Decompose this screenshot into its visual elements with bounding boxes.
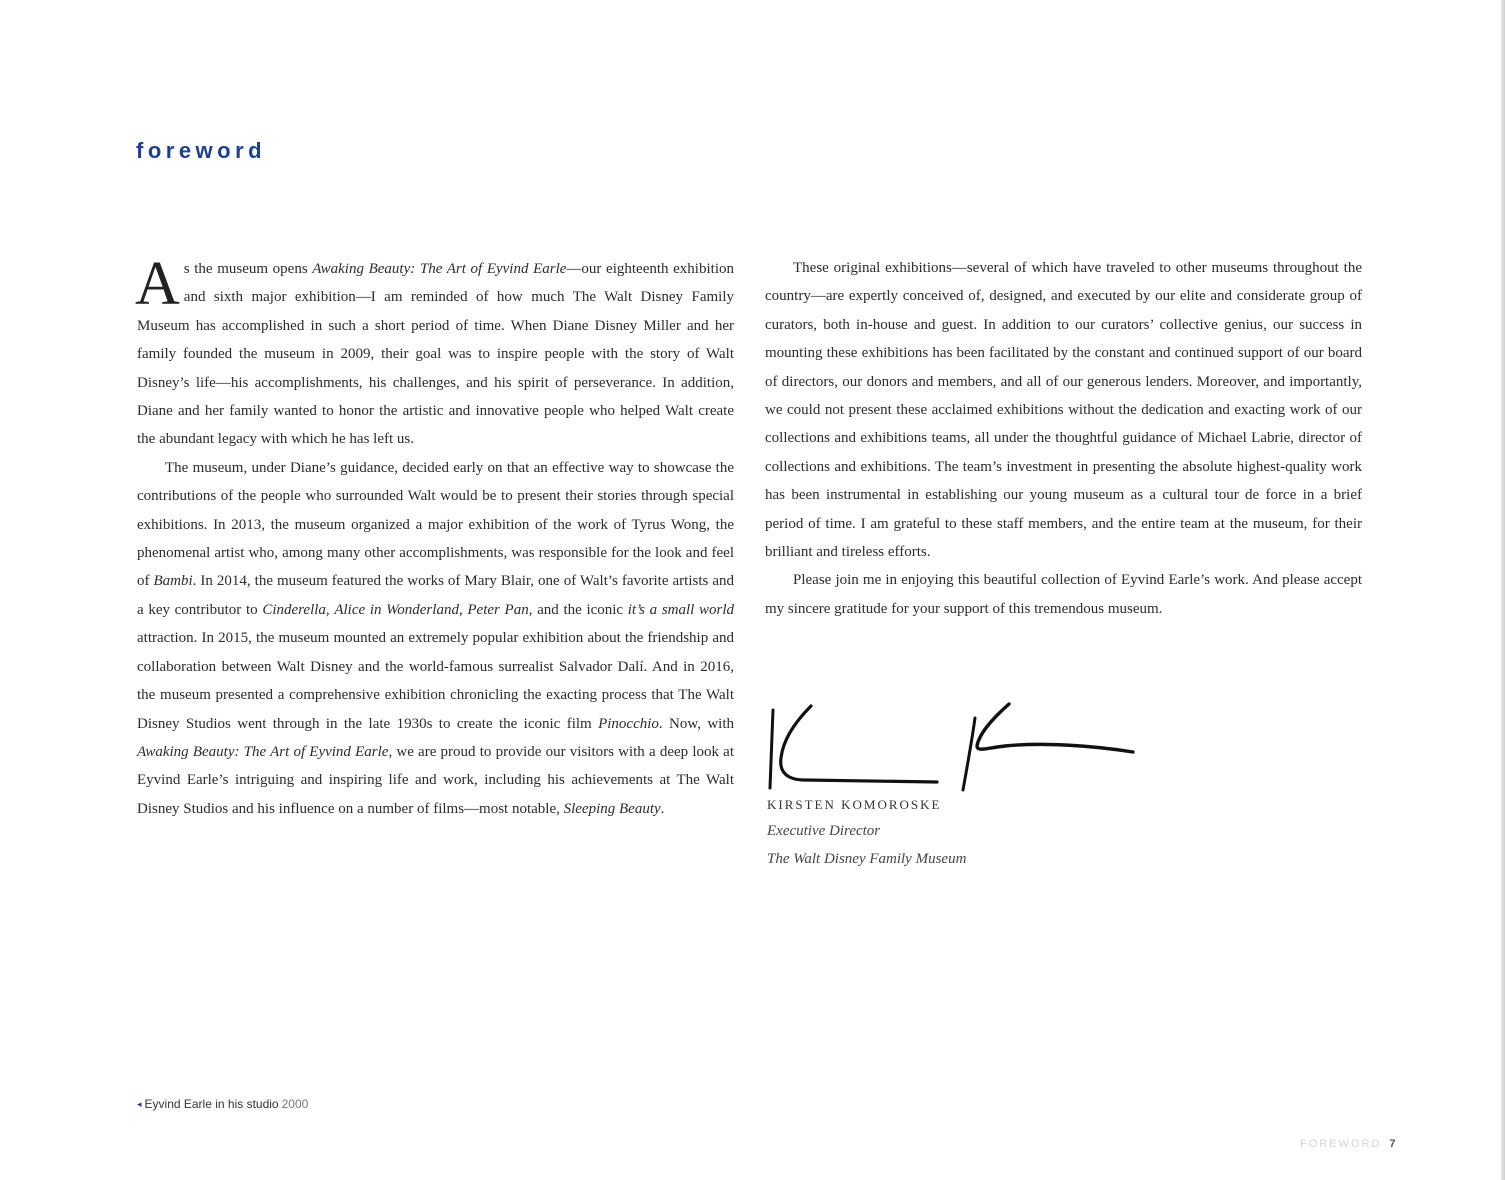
signatory-name: KIRSTEN KOMOROSKE — [767, 797, 942, 812]
caption-text: Eyvind Earle in his studio — [144, 1097, 279, 1111]
text-segment: s the museum opens — [183, 261, 313, 277]
right-column — [765, 254, 1362, 623]
handwritten-signature — [765, 700, 1145, 800]
film-title-sleeping-beauty: Sleeping Beauty — [563, 800, 661, 817]
drop-cap: A — [135, 250, 180, 318]
film-title-peter-pan: Peter Pan — [467, 601, 529, 618]
page-edge — [1501, 0, 1505, 1180]
signatory-title: Executive Director — [767, 823, 881, 839]
caption-year: 2000 — [281, 1097, 309, 1111]
left-column — [135, 250, 735, 823]
text-segment: —our eighteenth exhibition and sixth major exhibition—I am reminded of how much The Walt Disney Family Museum has accomplished in such a short period of time. When Diane Disney Miller and her family founded the museum in 2009, their goal was to inspire people with the story of Walt Disney’s life—his accomplishments, his challenges, and his spirit of perseverance. In addition, Diane and her family wanted to honor the artistic and innovative people who helped Walt create the abundant legacy with which he has left us. — [137, 261, 734, 448]
page-folio — [1300, 1138, 1396, 1150]
paragraph-4: Please join me in enjoying this beautiful collection of Eyvind Earle’s work. And please accept my sincere gratitude for your support of this tremendous museum. — [765, 572, 1362, 617]
signatory-organization: The Walt Disney Family Museum — [767, 851, 967, 867]
exhibition-title: Awaking Beauty: The Art of Eyvind Earle — [137, 743, 389, 760]
paragraph-3: These original exhibitions—several of which have traveled to other museums throughout the country—are expertly conceived of, designed, and executed by our elite and considerate group of curators, both in-house and guest. In addition to our curators’ collective genius, our success in mounting these exhibitions has been facilitated by the constant and continued support of our board of directors, our donors and members, and all of our generous lenders. Moreover, and importantly, we could not present these acclaimed exhibitions without the dedication and exacting work of our collections and exhibitions teams, all under the thoughtful guidance of Michael Labrie, director of collections and exhibitions. The team’s investment in presenting the absolute highest-quality work has been instrumental in establishing our young museum as a cultural tour de force in a brief period of time. I am grateful to these staff members, and the entire team at the museum, for their brilliant and tireless efforts. — [765, 260, 1362, 561]
text-segment: . Now, with — [658, 715, 735, 732]
film-title-cinderella: Cinderella — [262, 601, 326, 618]
attraction-title: it’s a small world — [627, 601, 735, 618]
text-segment: , we are proud to provide our visitors with a deep look at Eyvind Earle’s intriguing and inspiring life and work, including his achievements at The Walt Disney Studios and his influence on a number of films—most notable, — [137, 743, 734, 817]
section-heading: foreword — [136, 138, 267, 163]
film-title-pinocchio: Pinocchio — [598, 715, 659, 732]
text-segment: , — [325, 601, 335, 618]
text-segment: The museum, under Diane’s guidance, decided early on that an effective way to showcase the contributions of the people who surrounded Walt would be to present their stories through special exhibitions. In 2013, the museum organized a major exhibition of the work of Tyrus Wong, the phenomenal artist who, among many other accomplishments, was responsible for the look and feel of — [137, 459, 734, 590]
paragraph-2 — [137, 454, 734, 823]
text-segment: . — [660, 800, 665, 817]
page-number: 7 — [1389, 1138, 1396, 1150]
film-title-bambi: Bambi — [153, 573, 193, 590]
photo-caption — [137, 1097, 308, 1111]
folio-label: FOREWORD — [1300, 1138, 1382, 1150]
text-segment: , — [458, 601, 468, 618]
film-title-alice: Alice in Wonderland — [334, 601, 459, 618]
caption-pointer-icon: ◂ — [137, 1099, 142, 1109]
exhibition-title: Awaking Beauty: The Art of Eyvind Earle — [312, 261, 567, 277]
text-segment: . In 2014, the museum featured the works of Mary Blair, one of Walt’s favorite artists and a key contributor to — [137, 573, 734, 618]
paragraph-1 — [135, 250, 734, 454]
text-segment: , and the iconic — [528, 601, 628, 618]
text-segment: attraction. In 2015, the museum mounted an extremely popular exhibition about the friendship and collaboration between Walt Disney and the world-famous surrealist Salvador Dalí. And in 2016, the museum presented a comprehensive exhibition chronicling the exacting process that The Walt Disney Studios went through in the late 1930s to create the iconic film — [137, 630, 734, 732]
